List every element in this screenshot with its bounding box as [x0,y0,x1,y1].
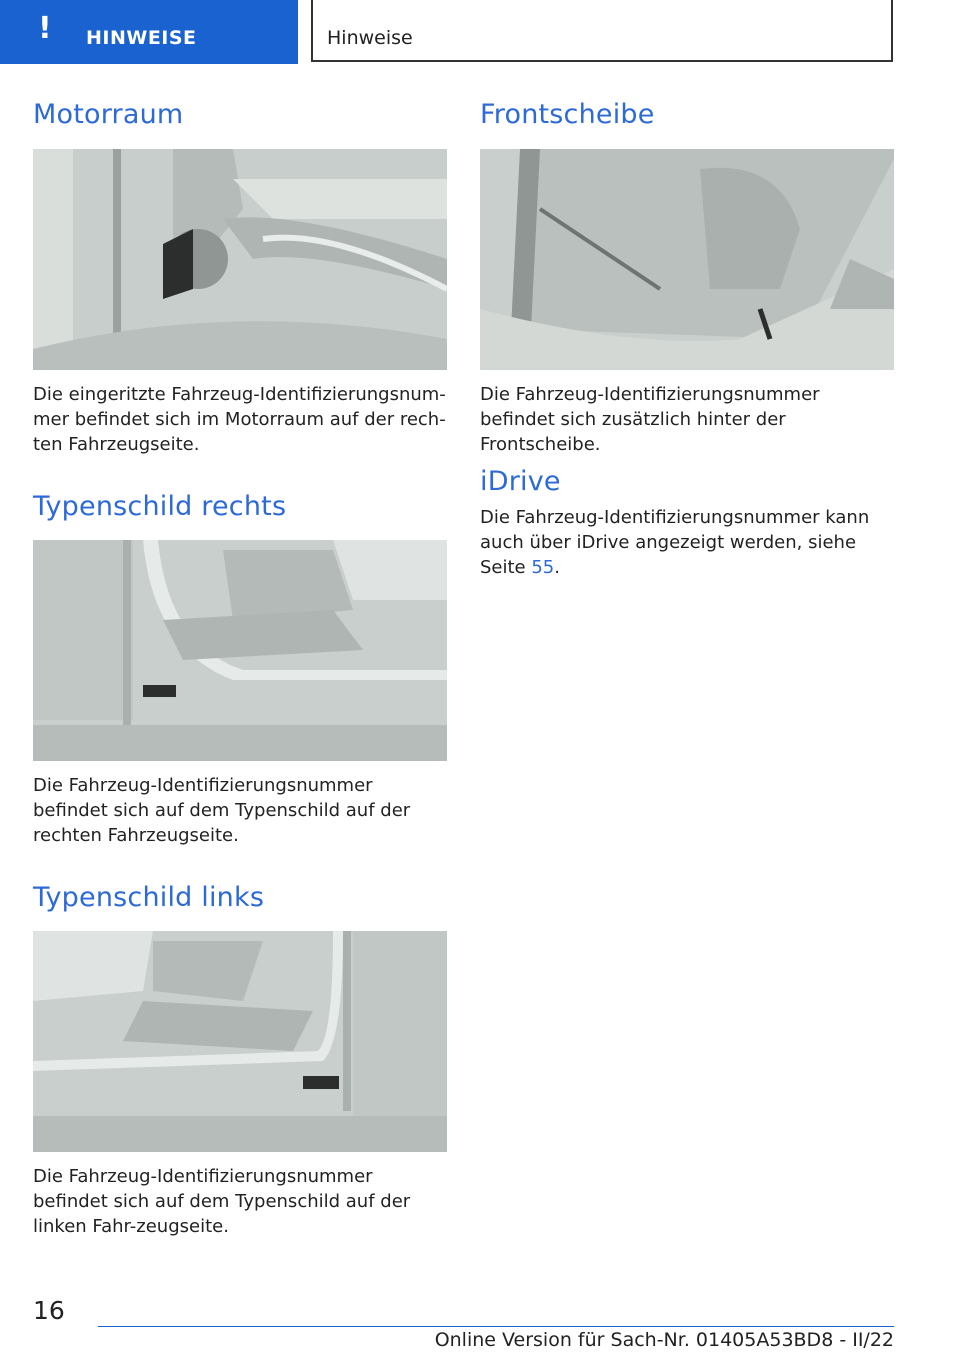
left-door-sill-image [33,931,447,1152]
section-label: HINWEISE [86,27,197,49]
breadcrumb [311,0,893,62]
right-door-sill-image [33,540,447,761]
idrive-text [480,505,880,580]
engine-bay-image [33,149,447,370]
idrive-text-main: Die Fahrzeug-Identifizierungsnummer kann auch über iDrive angezeigt werden, siehe Seite [480,507,870,578]
motorraum-text: Die eingeritzte Fahrzeug-Identifizierungsnum-mer befindet sich im Motorraum auf der rech-ten Fahrzeugseite. [33,384,446,455]
typenschild-rechts-text: Die Fahrzeug-Identifizierungsnummer befindet sich auf dem Typenschild auf der rechten Fahrzeugseite. [33,775,411,846]
exclamation-icon: ! [38,11,52,46]
windshield-image [480,149,894,370]
heading-typenschild-links: Typenschild links [33,882,265,913]
heading-typenschild-rechts: Typenschild rechts [33,491,287,522]
heading-motorraum: Motorraum [33,99,184,130]
online-version-note: Online Version für Sach-Nr. 01405A53BD8 - II/22 [434,1329,894,1351]
section-tab[interactable] [0,0,298,64]
typenschild-links-text: Die Fahrzeug-Identifizierungsnummer befindet sich auf dem Typenschild auf der linken Fahr-zeugseite. [33,1166,411,1237]
breadcrumb-label: Hinweise [327,27,413,49]
footer-divider [98,1326,894,1327]
heading-frontscheibe: Frontscheibe [480,99,655,130]
page-55-link[interactable]: 55 [531,557,555,578]
heading-idrive: iDrive [480,466,561,497]
frontscheibe-text: Die Fahrzeug-Identifizierungsnummer befindet sich zusätzlich hinter der Frontscheibe. [480,384,820,455]
idrive-text-end: . [554,557,560,578]
page-number: 16 [33,1296,65,1325]
